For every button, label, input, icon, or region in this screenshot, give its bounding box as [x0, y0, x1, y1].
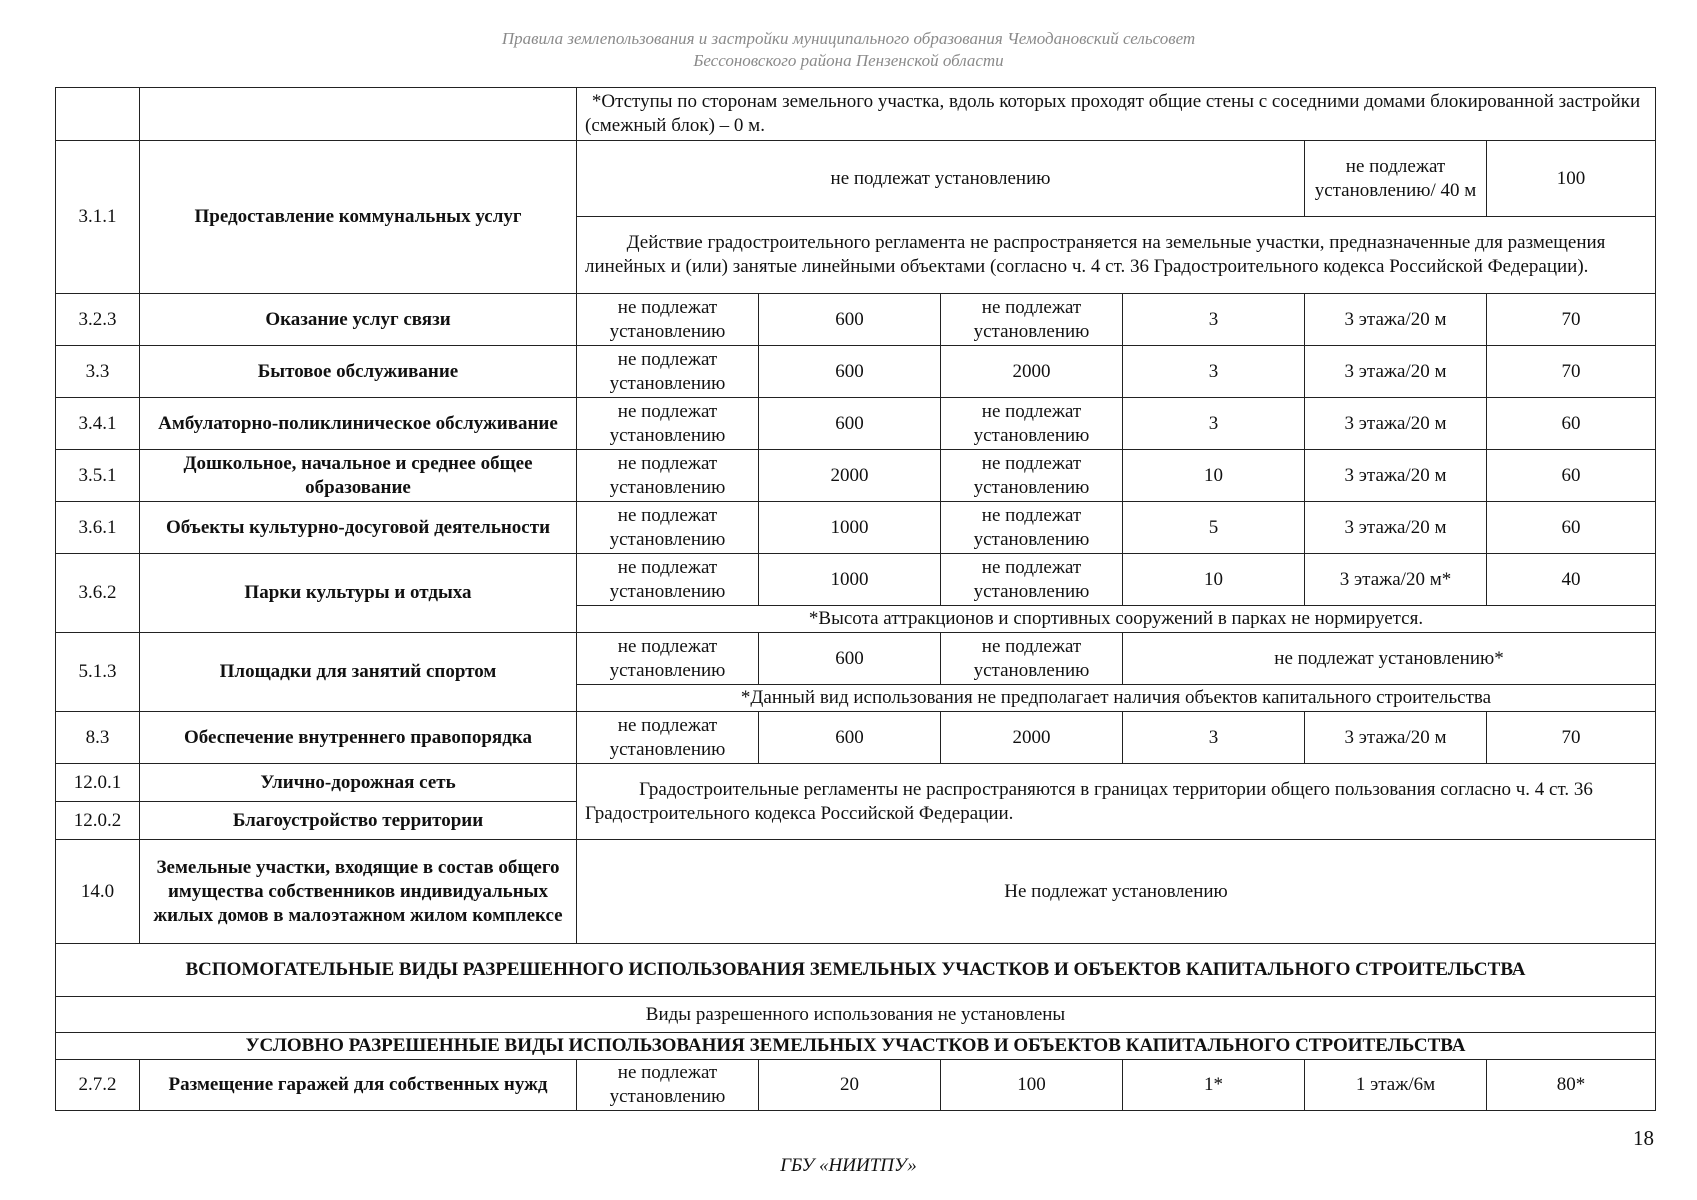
code-cell: 3.6.1 [56, 502, 140, 554]
value-cell: 600 [759, 346, 941, 398]
value-cell: 2000 [941, 346, 1123, 398]
table-row [56, 840, 1656, 944]
value-cell: 1 этаж/6м [1305, 1060, 1487, 1111]
name-cell: Размещение гаражей для собственных нужд [140, 1060, 577, 1111]
name-cell [140, 88, 577, 141]
note-cell: *Высота аттракционов и спортивных сооружений в парках не нормируется. [577, 606, 1656, 633]
value-cell: не подлежат установлению [577, 141, 1305, 217]
name-cell: Парки культуры и отдыха [140, 554, 577, 633]
value-cell: 5 [1123, 502, 1305, 554]
regulations-table [55, 87, 1656, 1111]
table-row [56, 554, 1656, 606]
value-cell: 3 [1123, 712, 1305, 764]
table-row [56, 712, 1656, 764]
note-cell: *Отступы по сторонам земельного участка, вдоль которых проходят общие стены с соседними домами блокированной застройки (смежный блок) – 0 м. [577, 88, 1656, 141]
name-cell: Дошкольное, начальное и среднее общее образование [140, 450, 577, 502]
value-cell: 1000 [759, 502, 941, 554]
document-header [0, 28, 1697, 72]
value-cell: 100 [1487, 141, 1656, 217]
value-cell: не подлежат установлению [941, 450, 1123, 502]
value-cell: не подлежат установлению [577, 712, 759, 764]
table-row [56, 633, 1656, 685]
value-cell: не подлежат установлению [577, 1060, 759, 1111]
name-cell: Улично-дорожная сеть [140, 764, 577, 802]
name-cell: Амбулаторно-поликлиническое обслуживание [140, 398, 577, 450]
table-row [56, 1060, 1656, 1111]
value-cell: 3 этажа/20 м [1305, 294, 1487, 346]
name-cell: Земельные участки, входящие в состав общего имущества собственников индивидуальных жилых домов в малоэтажном жилом комплексе [140, 840, 577, 944]
code-cell: 14.0 [56, 840, 140, 944]
code-cell: 5.1.3 [56, 633, 140, 712]
value-cell: 3 этажа/20 м [1305, 398, 1487, 450]
value-cell: не подлежат установлению [941, 398, 1123, 450]
value-cell: не подлежат установлению [577, 294, 759, 346]
code-cell: 3.6.2 [56, 554, 140, 633]
value-cell: не подлежат установлению [941, 502, 1123, 554]
note-cell: Действие градостроительного регламента не распространяется на земельные участки, предназначенные для размещения линейных и (или) занятые линейными объектами (согласно ч. 4 ст. 36 Градостроительного кодекса Российской Федерации). [577, 217, 1656, 294]
value-cell: не подлежат установлению [941, 633, 1123, 685]
code-cell: 3.5.1 [56, 450, 140, 502]
header-line-2: Бессоновского района Пензенской области [693, 51, 1004, 70]
value-cell: не подлежат установлению [941, 554, 1123, 606]
value-cell: 600 [759, 398, 941, 450]
value-cell: 2000 [759, 450, 941, 502]
table-row [56, 1033, 1656, 1060]
code-cell: 2.7.2 [56, 1060, 140, 1111]
value-cell: 2000 [941, 712, 1123, 764]
name-cell: Объекты культурно-досуговой деятельности [140, 502, 577, 554]
value-cell: 3 [1123, 398, 1305, 450]
value-cell: 3 [1123, 294, 1305, 346]
table-row [56, 944, 1656, 997]
table-row [56, 997, 1656, 1033]
table-row [56, 764, 1656, 802]
page-number: 18 [1633, 1126, 1654, 1150]
value-cell: Не подлежат установлению [577, 840, 1656, 944]
footer-organization: ГБУ «НИИТПУ» [780, 1155, 917, 1176]
value-cell: 20 [759, 1060, 941, 1111]
note-cell: Градостроительные регламенты не распространяются в границах территории общего пользования согласно ч. 4 ст. 36 Градостроительного кодекса Российской Федерации. [577, 764, 1656, 840]
code-cell: 3.4.1 [56, 398, 140, 450]
value-cell: не подлежат установлению [577, 633, 759, 685]
value-cell: 100 [941, 1060, 1123, 1111]
value-cell: не подлежат установлению [577, 450, 759, 502]
value-cell: 60 [1487, 398, 1656, 450]
name-cell: Предоставление коммунальных услуг [140, 141, 577, 294]
value-cell: 3 этажа/20 м [1305, 450, 1487, 502]
header-line-1: Правила землепользования и застройки муниципального образования Чемодановский сельсовет [501, 29, 1196, 48]
table-row [56, 502, 1656, 554]
value-cell: не подлежат установлению [941, 294, 1123, 346]
value-cell: 70 [1487, 294, 1656, 346]
note-cell: *Данный вид использования не предполагает наличия объектов капитального строительства [577, 685, 1656, 712]
value-cell: 80* [1487, 1060, 1656, 1111]
value-cell: 3 [1123, 346, 1305, 398]
auxiliary-none-cell: Виды разрешенного использования не установлены [56, 997, 1656, 1033]
value-cell: 60 [1487, 450, 1656, 502]
value-cell: 3 этажа/20 м [1305, 346, 1487, 398]
name-cell: Площадки для занятий спортом [140, 633, 577, 712]
name-cell: Бытовое обслуживание [140, 346, 577, 398]
value-cell: 3 этажа/20 м [1305, 712, 1487, 764]
value-cell: 1* [1123, 1060, 1305, 1111]
value-cell: не подлежат установлению [577, 346, 759, 398]
name-cell: Благоустройство территории [140, 802, 577, 840]
code-cell: 3.3 [56, 346, 140, 398]
table-row [56, 294, 1656, 346]
value-cell: 3 этажа/20 м* [1305, 554, 1487, 606]
value-cell: 60 [1487, 502, 1656, 554]
code-cell: 12.0.1 [56, 764, 140, 802]
section-banner-conditional: УСЛОВНО РАЗРЕШЕННЫЕ ВИДЫ ИСПОЛЬЗОВАНИЯ ЗЕМЕЛЬНЫХ УЧАСТКОВ И ОБЪЕКТОВ КАПИТАЛЬНОГО СТРОИТЕЛЬСТВА [56, 1033, 1656, 1060]
value-cell: 600 [759, 294, 941, 346]
table-row [56, 450, 1656, 502]
value-cell: не подлежат установлению [577, 502, 759, 554]
code-cell: 12.0.2 [56, 802, 140, 840]
value-cell: 10 [1123, 554, 1305, 606]
section-banner-auxiliary: ВСПОМОГАТЕЛЬНЫЕ ВИДЫ РАЗРЕШЕННОГО ИСПОЛЬЗОВАНИЯ ЗЕМЕЛЬНЫХ УЧАСТКОВ И ОБЪЕКТОВ КАПИТАЛЬНОГО СТРОИТЕЛЬСТВА [56, 944, 1656, 997]
value-cell: 3 этажа/20 м [1305, 502, 1487, 554]
code-cell [56, 88, 140, 141]
value-cell: 70 [1487, 712, 1656, 764]
value-cell: не подлежат установлению [577, 554, 759, 606]
value-cell: 70 [1487, 346, 1656, 398]
value-cell: не подлежат установлению/ 40 м [1305, 141, 1487, 217]
code-cell: 3.1.1 [56, 141, 140, 294]
value-cell: не подлежат установлению [577, 398, 759, 450]
name-cell: Обеспечение внутреннего правопорядка [140, 712, 577, 764]
table-row [56, 398, 1656, 450]
name-cell: Оказание услуг связи [140, 294, 577, 346]
code-cell: 3.2.3 [56, 294, 140, 346]
value-cell: 600 [759, 712, 941, 764]
table-row [56, 141, 1656, 217]
code-cell: 8.3 [56, 712, 140, 764]
table-row [56, 88, 1656, 141]
value-cell: 600 [759, 633, 941, 685]
value-cell: не подлежат установлению* [1123, 633, 1656, 685]
value-cell: 10 [1123, 450, 1305, 502]
value-cell: 40 [1487, 554, 1656, 606]
table-row [56, 346, 1656, 398]
value-cell: 1000 [759, 554, 941, 606]
